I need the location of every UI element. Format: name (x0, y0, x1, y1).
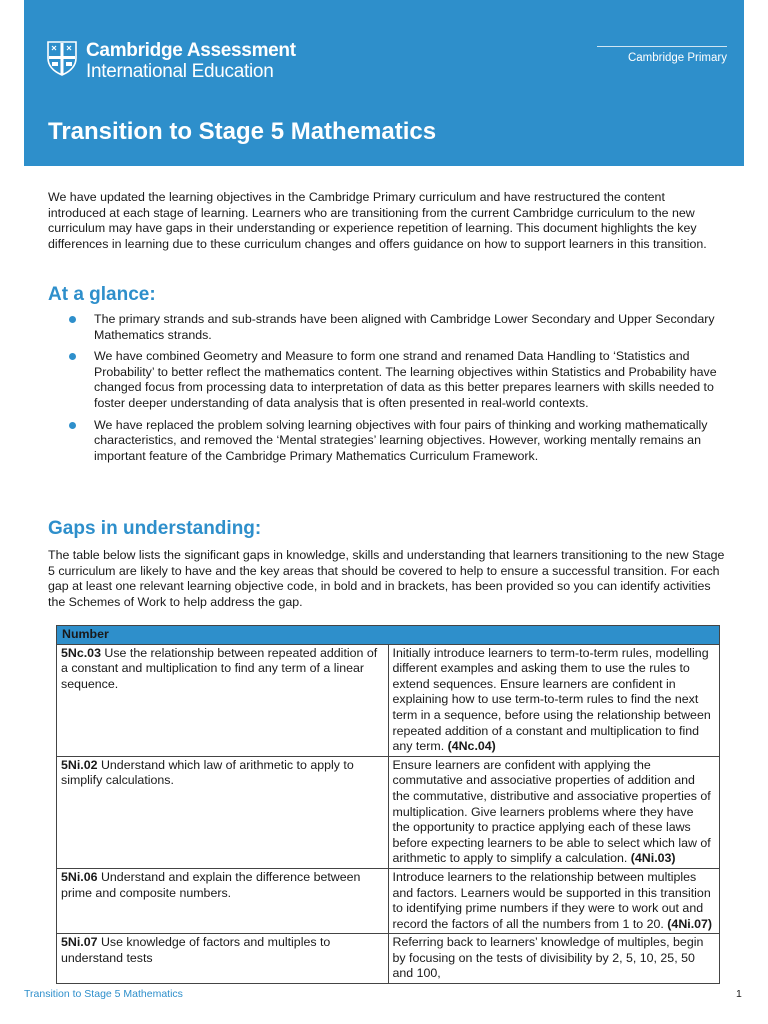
objective-text: Understand and explain the difference between prime and composite numbers. (61, 869, 361, 900)
guidance-ref: (4Nc.04) (447, 739, 496, 754)
gaps-table (56, 625, 720, 984)
objective-text: Use the relationship between repeated addition of a constant and multiplication to find any term of a linear sequence. (61, 645, 378, 691)
list-item (48, 349, 720, 411)
objective-code: 5Nc.03 (61, 645, 101, 660)
programme-label: Cambridge Primary (627, 52, 727, 64)
list-item (48, 418, 720, 465)
bullet-text: The primary strands and sub-strands have been aligned with Cambridge Lower Secondary and Upper Secondary Mathematics strands. (94, 312, 715, 342)
bullet-text: We have replaced the problem solving learning objectives with four pairs of thinking and working mathematically characteristics, and removed the ‘Mental strategies’ learning objectives. However, working mentally remains an important feature of the Cambridge Primary Mathematics Curriculum Framework. (94, 417, 708, 463)
intro-section (48, 190, 720, 252)
intro-paragraph: We have updated the learning objectives in the Cambridge Primary curriculum and have restructured the content introduced at each stage of learning. Learners who are transitioning from the current Cambridge curriculum to the new curriculum may have gaps in their understanding or experience repetition of learning. This document highlights the key differences in learning due to these curriculum changes and offers guidance on how to support learners in this transition. (48, 190, 707, 251)
bullet-text: We have combined Geometry and Measure to form one strand and renamed Data Handling to ‘Statistics and Probability’ to better reflect the mathematics content. The learning objectives within Statistics and Probability have changed focus from processing data to interpretation of data as this better prepares learners with skills needed to foster deeper understanding of data analysis that is often presented in real-world contexts. (94, 349, 717, 410)
table-header: Number (57, 626, 720, 645)
guidance-cell (388, 756, 720, 868)
table-row (57, 868, 720, 933)
page-number: 1 (736, 988, 742, 1000)
page-title: Transition to Stage 5 Mathematics (48, 118, 437, 145)
org-name-line2: International Education (86, 61, 274, 82)
guidance-text: Initially introduce learners to term-to-term rules, modelling different examples and asking them to use the rules to extend sequences. Ensure learners are confident in explaining how to use term-to-term rules to find the next term in a sequence, before using the relationship between repeated addition of a constant and multiplication to find any term. (392, 645, 711, 754)
objective-text: Understand which law of arithmetic to apply to simplify calculations. (61, 757, 354, 788)
objective-cell (57, 934, 389, 984)
bullet-icon (69, 316, 76, 323)
gaps-paragraph: The table below lists the significant gaps in knowledge, skills and understanding that learners transitioning to the new Stage 5 curriculum are likely to have and the key areas that should be covered to help to ensure a successful transition. For each gap at least one relevant learning objective code, in bold and in brackets, has been provided so you can identify activities the Schemes of Work to help address the gap. (48, 548, 725, 609)
list-item (48, 312, 720, 343)
glance-list (48, 312, 720, 470)
guidance-cell (388, 934, 720, 984)
guidance-cell (388, 644, 720, 756)
objective-cell (57, 644, 389, 756)
cambridge-crest-icon (46, 40, 78, 76)
table-row (57, 644, 720, 756)
bullet-icon (69, 353, 76, 360)
footer-title: Transition to Stage 5 Mathematics (24, 988, 183, 1000)
gaps-heading: Gaps in understanding: (48, 518, 262, 539)
table-row (57, 934, 720, 984)
objective-code: 5Ni.07 (61, 935, 98, 950)
objective-cell (57, 756, 389, 868)
table-header-row (57, 626, 720, 645)
bullet-icon (69, 422, 76, 429)
guidance-text: Referring back to learners’ knowledge of multiples, begin by focusing on the tests of divisibility by 2, 5, 10, 25, 50 and 100, (392, 935, 704, 981)
objective-text: Use knowledge of factors and multiples to understand tests (61, 935, 331, 965)
glance-heading: At a glance: (48, 284, 156, 305)
guidance-text: Introduce learners to the relationship between multiples and factors. Learners would be supported in this transition to identifying prime numbers if they were to work out and record the factors of all the numbers from 1 to 20. (392, 869, 711, 931)
objective-code: 5Ni.06 (61, 869, 98, 884)
gaps-section (48, 548, 728, 610)
guidance-cell (388, 868, 720, 933)
objective-cell (57, 868, 389, 933)
objective-code: 5Ni.02 (61, 757, 98, 772)
guidance-ref: (4Ni.07) (667, 916, 713, 931)
table-row (57, 756, 720, 868)
header-banner (24, 0, 744, 166)
guidance-ref: (4Ni.03) (630, 851, 676, 866)
org-name-line1: Cambridge Assessment (86, 40, 296, 61)
header-rule (597, 46, 727, 47)
guidance-text: Ensure learners are confident with applying the commutative and associative properties of addition and the commutative, distributive and associative properties of multiplication. Give learners problems where they have the opportunity to practice applying each of these laws before expecting learners to be able to select which law of arithmetic to apply to simplify a calculation. (392, 757, 711, 866)
org-logo (46, 40, 296, 82)
